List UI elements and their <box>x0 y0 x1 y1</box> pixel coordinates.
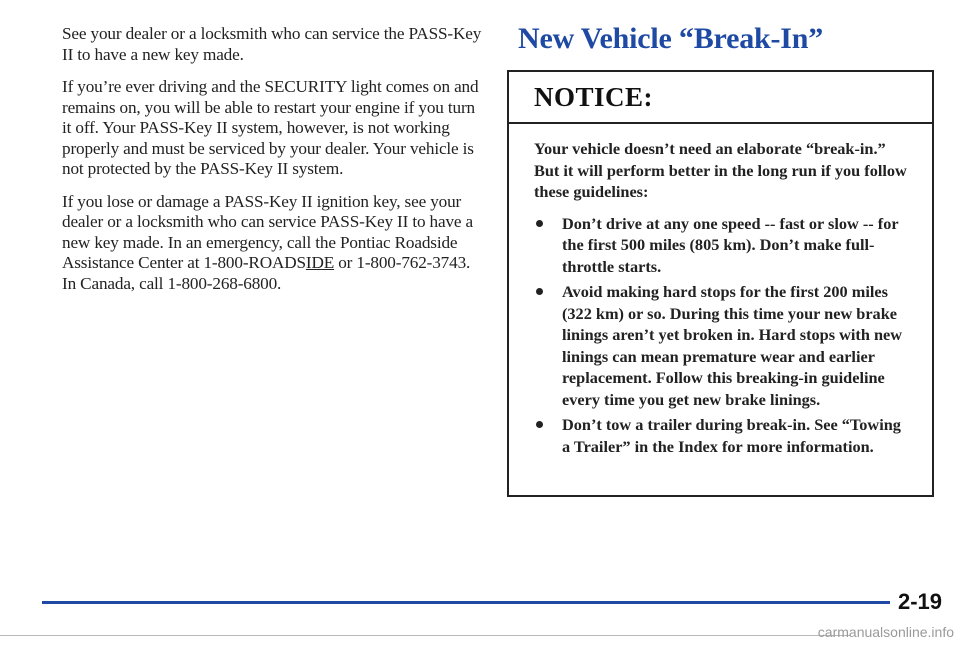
notice-header <box>509 72 932 124</box>
list-item <box>534 414 912 457</box>
section-heading: New Vehicle “Break-In” <box>518 22 824 55</box>
notice-body <box>509 124 932 457</box>
list-item <box>534 213 912 278</box>
left-column <box>62 24 482 306</box>
guideline-hard-stops: Avoid making hard stops for the first 200 miles (322 km) or so. During this time your new brake linings aren’t yet broken in. Hard stops with new linings can mean premature wear and earlier replacement. Follow this breaking-in guideline every time you get new brake linings. <box>562 282 902 409</box>
page-number: 2-19 <box>898 589 943 614</box>
paragraph-canada-phone: In Canada, call 1-800-268-6800. <box>62 273 282 293</box>
paragraph-security-light: If you’re ever driving and the SECURITY light comes on and remains on, you will be able to restart your engine if you turn it off. Your PASS-Key II system, however, is not working properly and must be serviced by your dealer. Your vehicle is not protected by the PASS-Key II system. <box>62 77 479 178</box>
guideline-speed: Don’t drive at any one speed -- fast or slow -- for the first 500 miles (805 km). Don’t make full-throttle starts. <box>562 213 899 276</box>
notice-box <box>507 70 934 497</box>
footer-rule <box>42 601 890 604</box>
lost-key-text: If you lose or damage a PASS-Key II ignition key, see your dealer or a locksmith who can service PASS-Key II to have a new key made. In an emergency, call the Pontiac Roadside Assistance Center at 1-800-ROADS <box>62 191 474 272</box>
notice-intro: Your vehicle doesn’t need an elaborate “break-in.” But it will perform better in the long run if you follow these guidelines: <box>534 139 907 201</box>
bullet-icon <box>536 220 543 227</box>
roadside-phone-text: or 1-800-762-3743. <box>334 253 471 272</box>
guideline-towing: Don’t tow a trailer during break-in. See “Towing a Trailer” in the Index for more information. <box>562 415 901 456</box>
watermark: carmanualsonline.info <box>817 624 954 640</box>
bullet-icon <box>536 288 543 295</box>
roadside-underlined-text: IDE <box>305 253 335 272</box>
notice-guideline-list <box>534 213 912 458</box>
list-item <box>534 281 912 410</box>
notice-title: NOTICE: <box>534 82 654 112</box>
paragraph-new-key: See your dealer or a locksmith who can service the PASS-Key II to have a new key made. <box>62 24 482 64</box>
bullet-icon <box>536 421 543 428</box>
bottom-scan-line <box>0 635 850 636</box>
paragraph-lost-key <box>62 192 482 274</box>
